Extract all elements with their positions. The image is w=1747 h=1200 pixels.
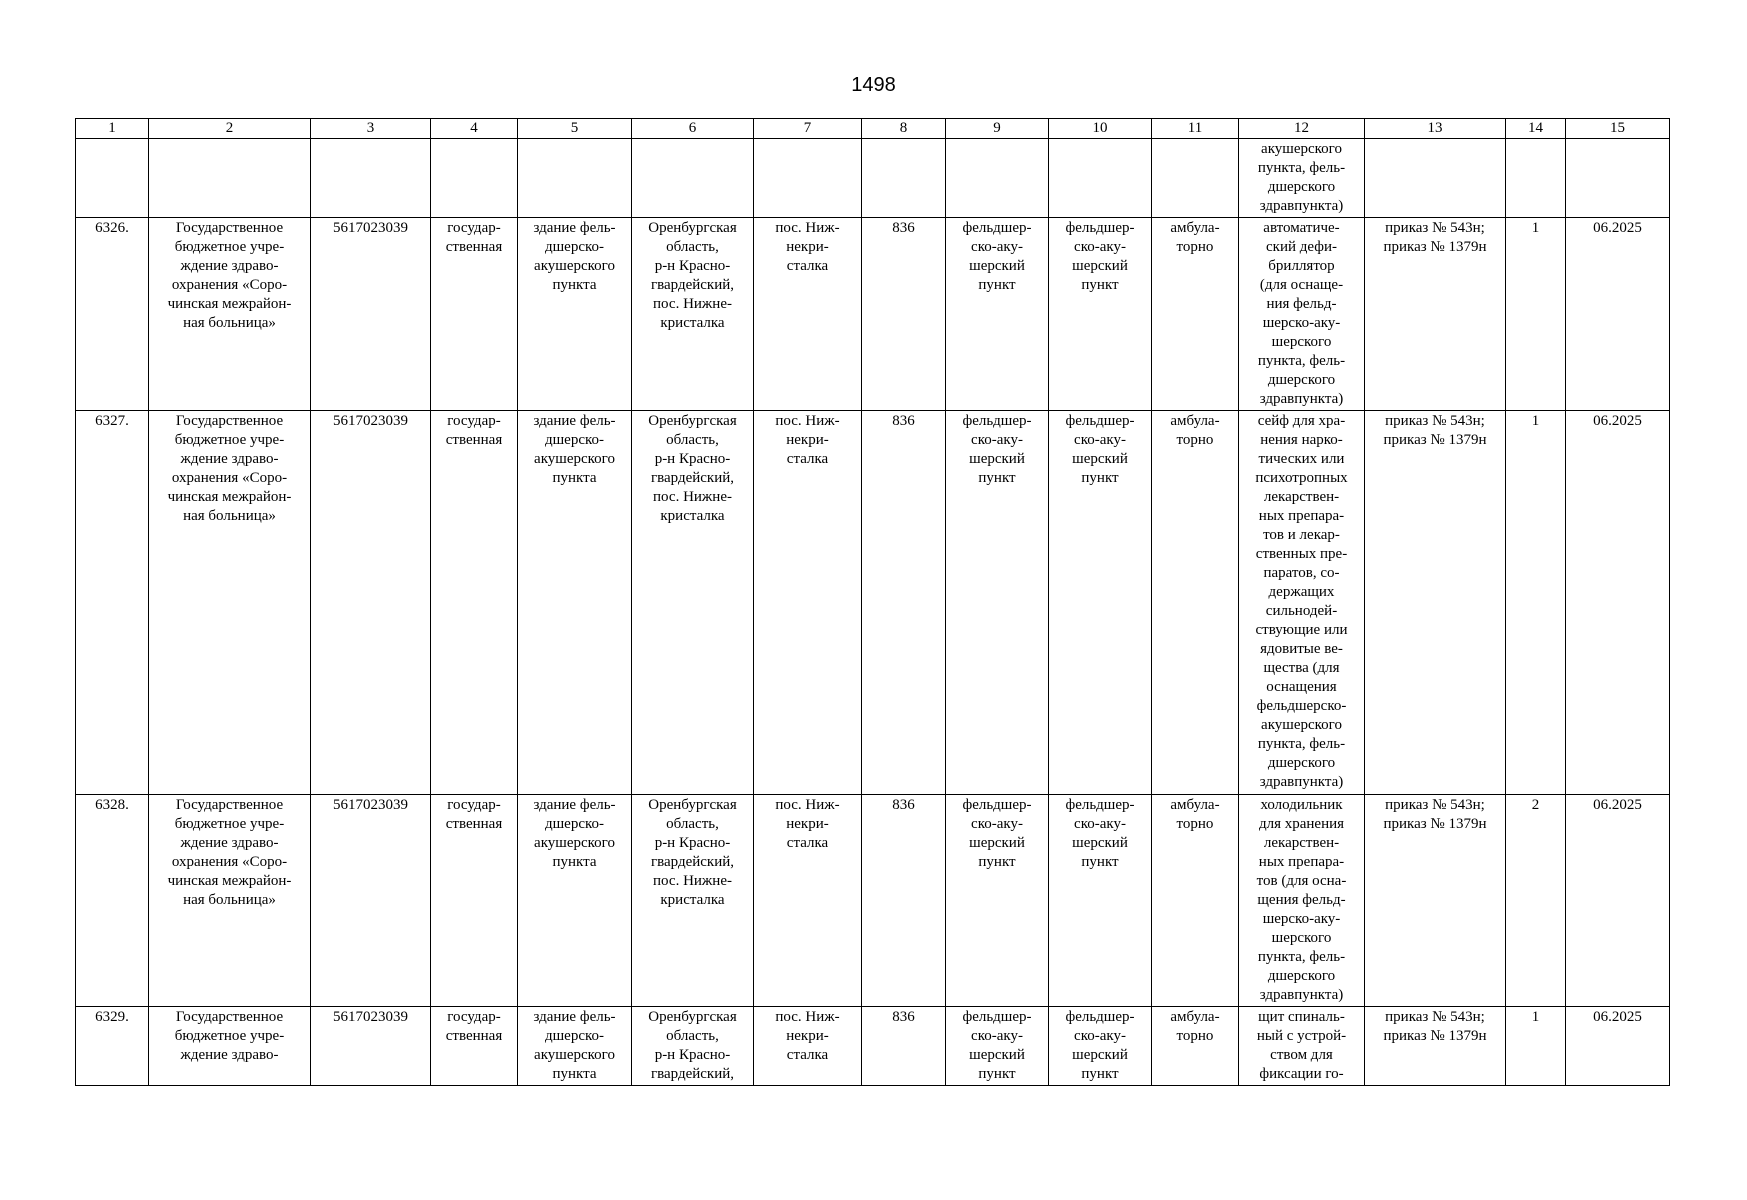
column-header: 6: [632, 119, 754, 139]
table-row: [76, 795, 1670, 1007]
table-cell: Оренбургская область, р-н Красно- гвардейский,: [632, 1007, 754, 1086]
table-cell: 06.2025: [1566, 411, 1670, 795]
table-cell: фельдшер- ско-аку- шерский пункт: [1049, 411, 1152, 795]
registry-table: [75, 118, 1670, 1086]
table-cell: 06.2025: [1566, 1007, 1670, 1086]
column-header: 10: [1049, 119, 1152, 139]
table-cell: [862, 139, 946, 218]
table-cell: здание фель- дшерско- акушерского пункта: [518, 218, 632, 411]
table-cell: фельдшер- ско-аку- шерский пункт: [946, 795, 1049, 1007]
table-row: [76, 411, 1670, 795]
table-cell: пос. Ниж- некри- сталка: [754, 411, 862, 795]
table-cell: [1365, 139, 1506, 218]
table-cell: [946, 139, 1049, 218]
table-cell: пос. Ниж- некри- сталка: [754, 218, 862, 411]
column-header: 5: [518, 119, 632, 139]
table-cell: 5617023039: [311, 795, 431, 1007]
table-cell: здание фель- дшерско- акушерского пункта: [518, 1007, 632, 1086]
table-cell: сейф для хра- нения нарко- тических или психотропных лекарствен- ных препара- тов и лекар- ственных пре- паратов, со- держащих сильнодей- ствующие или ядовитые ве- щества (для оснащения фельдшерско- акушерского пункта, фель- дшерского здравпункта): [1239, 411, 1365, 795]
table-cell: 5617023039: [311, 1007, 431, 1086]
table-cell: [754, 139, 862, 218]
table-cell: пос. Ниж- некри- сталка: [754, 795, 862, 1007]
table-cell: фельдшер- ско-аку- шерский пункт: [946, 411, 1049, 795]
table-cell: Государственное бюджетное учре- ждение здраво- охранения «Соро- чинская межрайон- ная больница»: [149, 411, 311, 795]
column-header: 4: [431, 119, 518, 139]
table-row: [76, 1007, 1670, 1086]
table-cell: 836: [862, 411, 946, 795]
table-cell: амбула- торно: [1152, 1007, 1239, 1086]
table-cell: [1152, 139, 1239, 218]
table-row-continuation: [76, 139, 1670, 218]
table-cell: [76, 139, 149, 218]
column-header: 11: [1152, 119, 1239, 139]
table-cell: 6326.: [76, 218, 149, 411]
table-cell: Оренбургская область, р-н Красно- гвардейский, пос. Нижне- кристалка: [632, 795, 754, 1007]
table-cell: [1566, 139, 1670, 218]
table-cell: 06.2025: [1566, 795, 1670, 1007]
table-cell: Оренбургская область, р-н Красно- гвардейский, пос. Нижне- кристалка: [632, 218, 754, 411]
table-cell: пос. Ниж- некри- сталка: [754, 1007, 862, 1086]
table-cell: [1049, 139, 1152, 218]
column-header: 14: [1506, 119, 1566, 139]
table-cell: приказ № 543н; приказ № 1379н: [1365, 218, 1506, 411]
table-cell: фельдшер- ско-аку- шерский пункт: [946, 1007, 1049, 1086]
table-cell: амбула- торно: [1152, 411, 1239, 795]
table-cell: государ- ственная: [431, 795, 518, 1007]
column-header: 2: [149, 119, 311, 139]
table-cell: 5617023039: [311, 411, 431, 795]
table-cell: приказ № 543н; приказ № 1379н: [1365, 411, 1506, 795]
table-cell: государ- ственная: [431, 411, 518, 795]
table-cell: 1: [1506, 1007, 1566, 1086]
column-header: 1: [76, 119, 149, 139]
table-cell: фельдшер- ско-аку- шерский пункт: [1049, 1007, 1152, 1086]
table-cell: 1: [1506, 411, 1566, 795]
table-cell: 06.2025: [1566, 218, 1670, 411]
column-header: 15: [1566, 119, 1670, 139]
table-cell: 1: [1506, 218, 1566, 411]
table-cell: здание фель- дшерско- акушерского пункта: [518, 411, 632, 795]
table-cell: Государственное бюджетное учре- ждение здраво- охранения «Соро- чинская межрайон- ная больница»: [149, 218, 311, 411]
table-cell: [431, 139, 518, 218]
table-cell: государ- ственная: [431, 1007, 518, 1086]
table-cell: Оренбургская область, р-н Красно- гвардейский, пос. Нижне- кристалка: [632, 411, 754, 795]
table-cell: 2: [1506, 795, 1566, 1007]
table-row: [76, 218, 1670, 411]
table-cell: [518, 139, 632, 218]
table-cell: 6327.: [76, 411, 149, 795]
table-cell: здание фель- дшерско- акушерского пункта: [518, 795, 632, 1007]
table-cell: 6329.: [76, 1007, 149, 1086]
table-cell: [1506, 139, 1566, 218]
table-cell: 836: [862, 795, 946, 1007]
page-number: 1498: [851, 74, 896, 96]
table-cell: амбула- торно: [1152, 795, 1239, 1007]
table-cell: 836: [862, 1007, 946, 1086]
table-cell: государ- ственная: [431, 218, 518, 411]
table-cell: 5617023039: [311, 218, 431, 411]
table-cell: приказ № 543н; приказ № 1379н: [1365, 1007, 1506, 1086]
table-cell: приказ № 543н; приказ № 1379н: [1365, 795, 1506, 1007]
table-cell: Государственное бюджетное учре- ждение здраво-: [149, 1007, 311, 1086]
column-header: 13: [1365, 119, 1506, 139]
table-cell: фельдшер- ско-аку- шерский пункт: [1049, 218, 1152, 411]
column-header: 7: [754, 119, 862, 139]
table-cell: 6328.: [76, 795, 149, 1007]
column-number-row: [76, 119, 1670, 139]
column-header: 3: [311, 119, 431, 139]
table-cell: фельдшер- ско-аку- шерский пункт: [1049, 795, 1152, 1007]
table-cell: [632, 139, 754, 218]
table-cell: щит спиналь- ный с устрой- ством для фиксации го-: [1239, 1007, 1365, 1086]
table-cell: холодильник для хранения лекарствен- ных препара- тов (для осна- щения фельд- шерско-аку- шерского пункта, фель- дшерского здравпункта): [1239, 795, 1365, 1007]
table-cell: [311, 139, 431, 218]
table-cell: фельдшер- ско-аку- шерский пункт: [946, 218, 1049, 411]
table-cell: акушерского пункта, фель- дшерского здравпункта): [1239, 139, 1365, 218]
table-cell: амбула- торно: [1152, 218, 1239, 411]
column-header: 8: [862, 119, 946, 139]
table-cell: 836: [862, 218, 946, 411]
table-cell: автоматиче- ский дефи- бриллятор (для оснаще- ния фельд- шерско-аку- шерского пункта, фель- дшерского здравпункта): [1239, 218, 1365, 411]
column-header: 12: [1239, 119, 1365, 139]
table-cell: [149, 139, 311, 218]
table-cell: Государственное бюджетное учре- ждение здраво- охранения «Соро- чинская межрайон- ная больница»: [149, 795, 311, 1007]
column-header: 9: [946, 119, 1049, 139]
